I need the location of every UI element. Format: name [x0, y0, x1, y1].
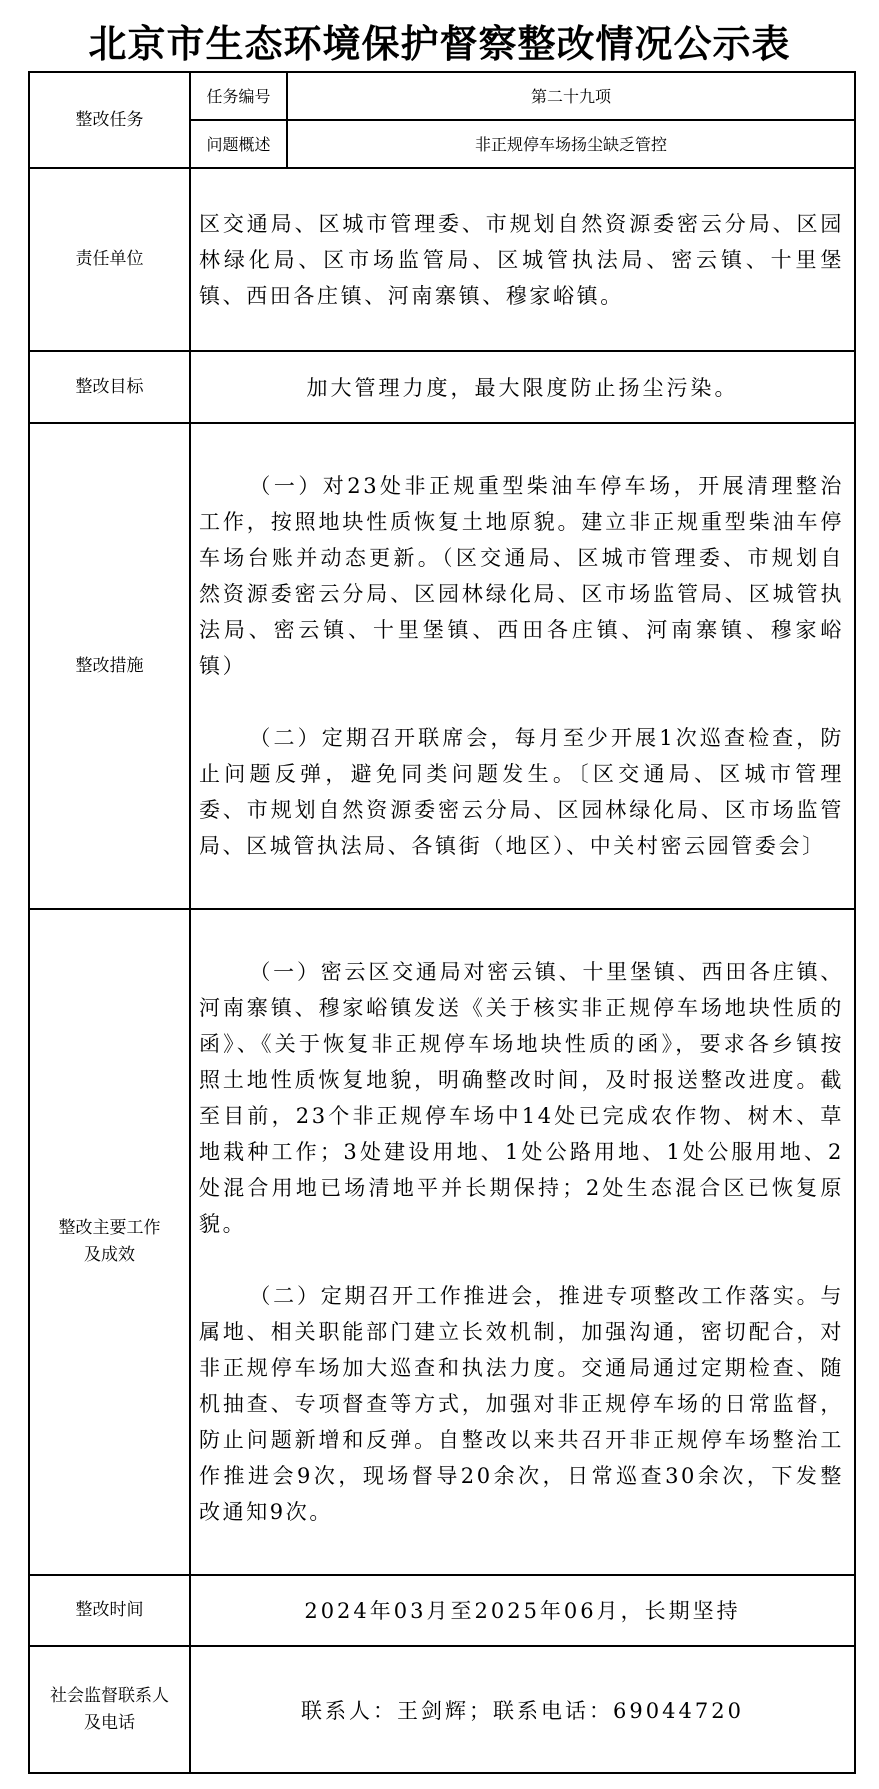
time-label: 整改时间 — [29, 1575, 190, 1646]
paragraph-gap — [199, 684, 844, 720]
row-responsible — [29, 168, 855, 350]
contact-label — [29, 1646, 190, 1773]
row-measures — [29, 423, 855, 909]
row-results — [29, 909, 855, 1574]
contact-label-line1: 社会监督联系人 — [50, 1685, 169, 1706]
results-label-line2: 及成效 — [84, 1245, 135, 1266]
responsible-text: 区交通局、区城市管理委、市规划自然资源委密云分局、区园林绿化局、区市场监管局、区城管执法局、密云镇、十里堡镇、西田各庄镇、河南寨镇、穆家峪镇。 — [199, 211, 844, 308]
paragraph-gap — [199, 1242, 844, 1278]
row-time — [29, 1575, 855, 1646]
row-contact — [29, 1646, 855, 1773]
measures-label: 整改措施 — [29, 423, 190, 909]
measures-paragraph-1: （一）对23处非正规重型柴油车停车场，开展清理整治工作，按照地块性质恢复土地原貌。建立非正规重型柴油车停车场台账并动态更新。（区交通局、区城市管理委、市规划自然资源委密云分局、区园林绿化局、区市场监管局、区城管执法局、密云镇、十里堡镇、西田各庄镇、河南寨镇、穆家峪镇） — [199, 474, 844, 679]
task-summary-label: 问题概述 — [190, 120, 287, 169]
task-number-value: 第二十九项 — [287, 72, 855, 120]
time-text: 2024年03月至2025年06月，长期坚持 — [190, 1575, 855, 1646]
results-cell — [190, 909, 855, 1574]
row-task-number — [29, 72, 855, 120]
goal-label: 整改目标 — [29, 351, 190, 424]
results-paragraph-1: （一）密云区交通局对密云镇、十里堡镇、西田各庄镇、河南寨镇、穆家峪镇发送《关于核实非正规停车场地块性质的函》、《关于恢复非正规停车场地块性质的函》，要求各乡镇按照土地性质恢复地貌，明确整改时间，及时报送整改进度。截至目前，23个非正规停车场中14处已完成农作物、树木、草地栽种工作；3处建设用地、1处公路用地、1处公服用地、2处混合用地已场清地平并长期保持；2处生态混合区已恢复原貌。 — [199, 960, 844, 1237]
task-label: 整改任务 — [29, 72, 190, 168]
task-summary-value: 非正规停车场扬尘缺乏管控 — [287, 120, 855, 169]
row-goal — [29, 351, 855, 424]
responsible-cell — [190, 168, 855, 350]
goal-text: 加大管理力度，最大限度防止扬尘污染。 — [190, 351, 855, 424]
measures-cell — [190, 423, 855, 909]
page-title: 北京市生态环境保护督察整改情况公示表 — [88, 21, 791, 66]
contact-text: 联系人：王剑辉；联系电话：69044720 — [190, 1646, 855, 1773]
results-label-line1: 整改主要工作 — [58, 1218, 161, 1239]
responsible-label: 责任单位 — [29, 168, 190, 350]
rectification-table — [28, 71, 856, 1774]
results-label — [29, 909, 190, 1574]
contact-label-line2: 及电话 — [84, 1712, 135, 1733]
task-number-label: 任务编号 — [190, 72, 287, 120]
results-paragraph-2: （二）定期召开工作推进会，推进专项整改工作落实。与属地、相关职能部门建立长效机制，加强沟通，密切配合，对非正规停车场加大巡查和执法力度。交通局通过定期检查、随机抽查、专项督查等方式，加强对非正规停车场的日常监督，防止问题新增和反弹。自整改以来共召开非正规停车场整治工作推进会9次，现场督导20余次，日常巡查30余次，下发整改通知9次。 — [199, 1284, 844, 1525]
measures-paragraph-2: （二）定期召开联席会，每月至少开展1次巡查检查，防止问题反弹，避免同类问题发生。〔区交通局、区城市管理委、市规划自然资源委密云分局、区园林绿化局、区市场监管局、区城管执法局、各镇街（地区）、中关村密云园管委会〕 — [199, 726, 844, 859]
